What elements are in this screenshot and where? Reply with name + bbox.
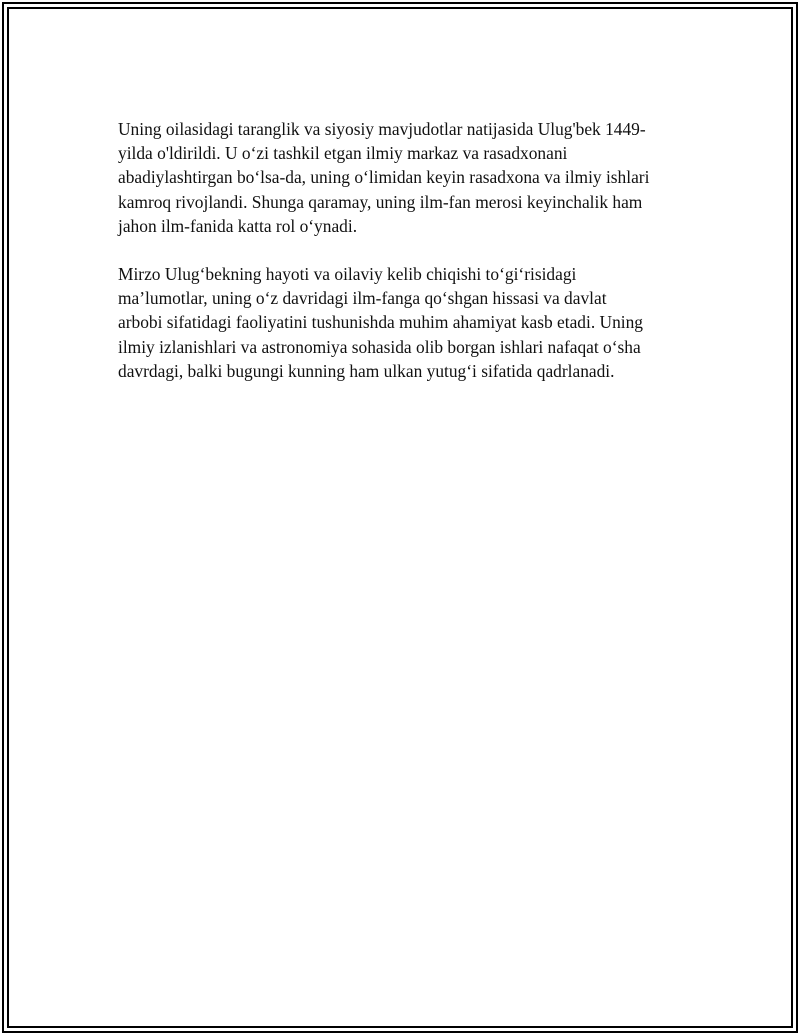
text-line: Uning oilasidagi taranglik va siyosiy mavjudotlar natijasida Ulug'bek 1449- — [118, 119, 646, 139]
text-line: yilda o'ldirildi. U o‘zi tashkil etgan ilmiy markaz va rasadxonani — [118, 143, 568, 164]
paragraph-legacy — [118, 262, 692, 383]
text-line: arbobi sifatidagi faoliyatini tushunishda muhim ahamiyat kasb etadi. Uning — [118, 312, 643, 333]
text-line: ma’lumotlar, uning o‘z davridagi ilm-fanga qo‘shgan hissasi va davlat — [118, 288, 607, 309]
paragraph-death-of-ulugbek — [118, 117, 692, 238]
text-line: Mirzo Ulug‘bekning hayoti va oilaviy kelib chiqishi to‘gi‘risidagi — [118, 264, 577, 285]
text-line: kamroq rivojlandi. Shunga qaramay, uning ilm-fan merosi keyinchalik ham — [118, 191, 643, 212]
text-line: ilmiy izlanishlari va astronomiya sohasida olib borgan ishlari nafaqat o‘sha — [118, 336, 641, 357]
text-line: abadiylashtirgan bo‘lsa-da, uning o‘limidan keyin rasadxona va ilmiy ishlari — [118, 167, 650, 188]
document-body — [118, 117, 692, 383]
text-line: jahon ilm-fanida katta rol o‘ynadi. — [118, 215, 358, 236]
text-line: davrdagi, balki bugungi kunning ham ulkan yutug‘i sifatida qadrlanadi. — [118, 360, 615, 381]
